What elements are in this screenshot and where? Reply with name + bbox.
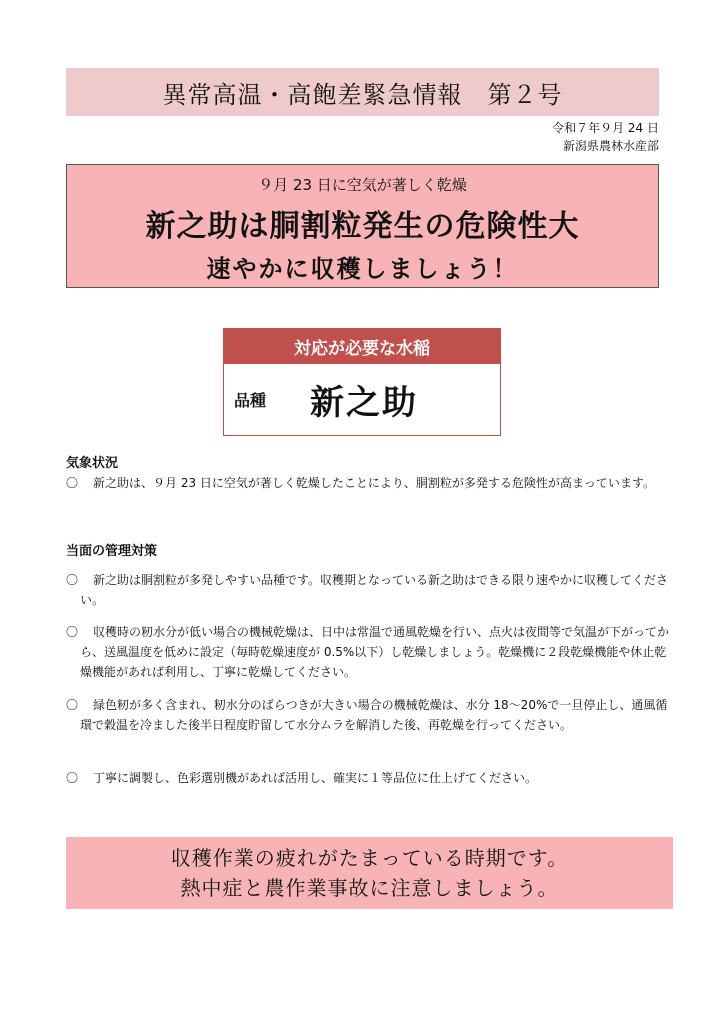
management-item-text: 丁寧に調製し、色彩選別機があれば活用し、確実に１等品位に仕上げてください。 bbox=[93, 771, 538, 785]
management-item bbox=[66, 622, 676, 682]
target-variety-heading: 対応が必要な水稲 bbox=[224, 329, 500, 364]
management-item bbox=[66, 570, 676, 610]
bullet-mark: 〇 bbox=[66, 698, 79, 712]
management-item-text: 緑色籾が多く含まれ、籾水分のばらつきが大きい場合の機械乾燥は、水分 18～20%で一旦停止し、通風循環で穀温を冷ました後半日程度貯留して水分ムラを解消した後、再乾燥を行ってください。 bbox=[80, 698, 668, 732]
alert-subtitle: ９月 23 日に空気が著しく乾燥 bbox=[258, 176, 467, 194]
bullet-mark: 〇 bbox=[66, 573, 79, 587]
alert-call-to-action: 速やかに収穫しましょう！ bbox=[206, 255, 519, 283]
management-item bbox=[66, 695, 676, 735]
alert-box bbox=[66, 164, 659, 288]
variety-label: 品種 bbox=[234, 390, 267, 410]
issue-date: 令和７年９月 24 日 bbox=[552, 121, 659, 135]
document-title: 異常高温・高飽差緊急情報 第２号 bbox=[162, 80, 563, 109]
management-item bbox=[66, 768, 676, 788]
management-item-text: 収穫時の籾水分が低い場合の機械乾燥は、日中は常温で通風乾燥を行い、点火は夜間等で気温が下がってから、送風温度を低めに設定（毎時乾燥速度が 0.5%以下）し乾燥しましょう。乾燥機に２段乾燥機能や休止乾燥機能があれば利用し、丁寧に乾燥してください。 bbox=[80, 625, 670, 679]
management-section-title: 当面の管理対策 bbox=[66, 544, 158, 559]
document-title-bar bbox=[66, 68, 659, 116]
target-variety-box bbox=[223, 328, 501, 436]
bullet-mark: 〇 bbox=[66, 771, 79, 785]
footer-line-1: 収穫作業の疲れがたまっている時期です。 bbox=[170, 846, 569, 870]
bullet-mark: 〇 bbox=[66, 476, 79, 490]
issuing-department: 新潟県農林水産部 bbox=[562, 139, 659, 153]
variety-name: 新之助 bbox=[310, 382, 418, 423]
alert-headline: 新之助は胴割粒発生の危険性大 bbox=[145, 209, 580, 244]
issue-info bbox=[552, 119, 659, 155]
weather-item bbox=[66, 473, 676, 493]
management-item-text: 新之助は胴割粒が多発しやすい品種です。収穫期となっている新之助はできる限り速やかに収穫してください。 bbox=[80, 573, 669, 607]
footer-warning-box bbox=[66, 837, 673, 909]
target-variety-row bbox=[224, 364, 500, 434]
weather-section-title: 気象状況 bbox=[66, 456, 119, 471]
weather-item-text: 新之助は、９月 23 日に空気が著しく乾燥したことにより、胴割粒が多発する危険性が高まっています。 bbox=[93, 476, 655, 490]
footer-line-2: 熱中症と農作業事故に注意しましょう。 bbox=[180, 876, 559, 900]
bullet-mark: 〇 bbox=[66, 625, 79, 639]
